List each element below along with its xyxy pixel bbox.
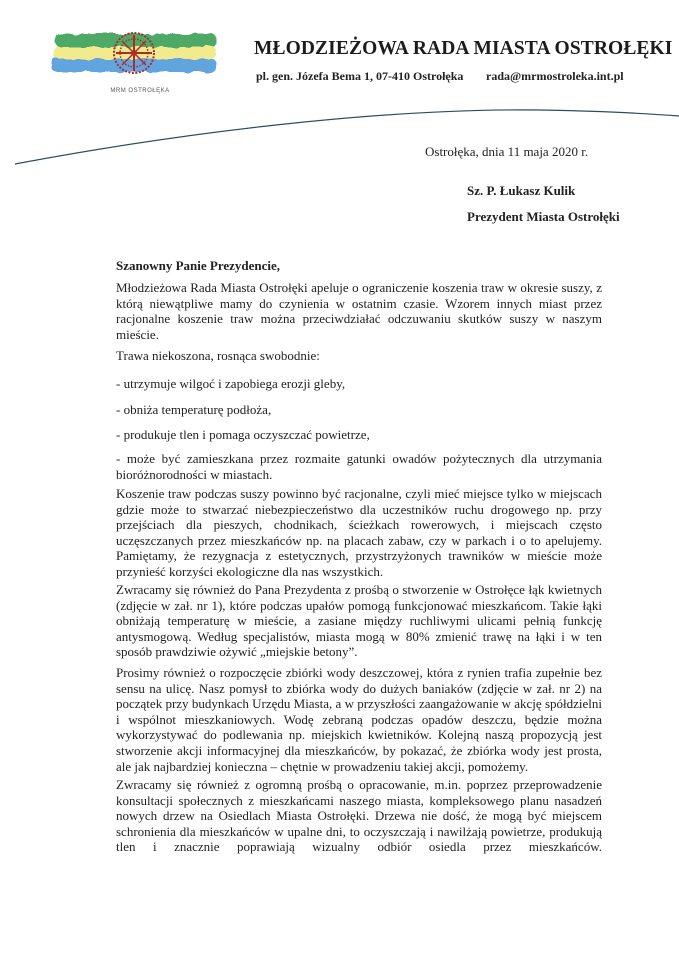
list-item-text: - może być zamieszkana przez rozmaite gatunki owadów pożytecznych dla utrzymania bioróżnorodności w miastach. <box>116 451 602 482</box>
list-item <box>116 427 602 443</box>
list-item-text: - produkuje tlen i pomaga oczyszczać powietrze, <box>116 427 370 442</box>
paragraph-trees <box>116 777 602 855</box>
list-item <box>116 451 602 482</box>
paragraph-rainwater <box>116 665 602 774</box>
paragraph-text: Prosimy również o rozpoczęcie zbiórki wody deszczowej, która z rynien trafia zupełnie bez sensu na ulicę. Nasz pomysł to zbiórka wody do dużych baniaków (zdjęcie w zał. nr 2) na początek przy budynkach Urzędu Miasta, a w przyszłości zaangażowanie w akcję spółdzielni i wspólnot mieszkaniowych. Wodę zebraną podczas opadów deszczu, będzie można wykorzystywać do podlewania np. miejskich kwietników. Kolejną naszą propozycją jest stworzenie akcji informacyjnej dla mieszkańców, by pokazać, że zbiórka wody jest prosta, ale jak najbardziej konieczna – chętnie w prowadzeniu takiej akcji, pomożemy. <box>116 665 602 774</box>
organization-address: pl. gen. Józefa Bema 1, 07-410 Ostrołęka <box>256 69 464 83</box>
paragraph-text: Koszenie traw podczas suszy powinno być racjonalne, czyli mieć miejsce tylko w miejscach gdzie może to stwarzać niebezpieczeństwo dla uczestników ruchu drogowego np. przy przejściach dla pieszych, chodnikach, ścieżkach rowerowych, i miejscach często uczęszczanych przez mieszkańców np. na placach zabaw, czy w parkach i o to apelujemy. Pamiętamy, że rezygnacja z estetycznych, przystrzyżonych trawników w mieście może przynieść korzyści ekologiczne dla nas wszystkich. <box>116 486 602 579</box>
list-item-text: - utrzymuje wilgoć i zapobiega erozji gleby, <box>116 376 346 391</box>
emblem-icon <box>114 33 154 73</box>
paragraph-text: Młodzieżowa Rada Miasta Ostrołęki apeluje o ograniczenie koszenia traw w okresie suszy, z którą niewątpliwe mamy do czynienia w ostatnim czasie. Wzorem innych miast przez racjonalne koszenie traw można przeciwdziałać odczuwaniu skutków suszy w naszym mieście. <box>116 280 602 342</box>
list-item <box>116 402 602 418</box>
org-logo <box>48 28 228 98</box>
header-divider-curve <box>0 98 679 178</box>
logo-caption: MRM OSTROŁĘKA <box>110 88 170 94</box>
paragraph-mowing <box>116 486 602 580</box>
paragraph-text: Zwracamy się również z ogromną prośbą o opracowanie, m.in. poprzez przeprowadzenie konsultacji społecznych z mieszkańcami naszego miasta, kompleksowego planu nasadzeń nowych drzew na Osiedlach Miasta Ostrołęki. Drzewa nie dość, że mogą być miejscem schronienia dla mieszkańców w upalne dni, to oczyszczają i nawilżają powietrze, produkują tlen i znacznie poprawiają wizualny odbiór osiedla przez mieszkańców. <box>116 777 602 855</box>
paragraph-intro <box>116 280 602 342</box>
paragraph-meadows <box>116 582 602 660</box>
recipient-title: Prezydent Miasta Ostrołęki <box>467 209 620 224</box>
list-item-text: - obniża temperaturę podłoża, <box>116 402 272 417</box>
recipient-name: Sz. P. Łukasz Kulik <box>467 183 576 198</box>
logo-flag-icon <box>48 28 228 88</box>
list-intro-text: Trawa niekoszona, rosnąca swobodnie: <box>116 348 320 363</box>
list-item <box>116 376 602 392</box>
organization-name: MŁODZIEŻOWA RADA MIASTA OSTROŁĘKI <box>254 38 673 59</box>
organization-email: rada@mrmostroleka.int.pl <box>486 69 624 83</box>
list-intro <box>116 348 602 364</box>
salutation: Szanowny Panie Prezydencie, <box>116 258 281 273</box>
letter-date: Ostrołęka, dnia 11 maja 2020 r. <box>425 144 589 159</box>
paragraph-text: Zwracamy się również do Pana Prezydenta z prośbą o stworzenie w Ostrołęce łąk kwietnych (zdjęcie w zał. nr 1), które podczas upałów pomogą funkcjonować mieszkańcom. Takie łąki obniżają temperaturę w mieście, a zasiane między ruchliwymi ulicami pełnią funkcję antysmogową. Według specjalistów, miasta mogą w 80% zmienić trawę na łąki i w ten sposób prawdziwie ożywić „miejskie betony”. <box>116 582 602 660</box>
